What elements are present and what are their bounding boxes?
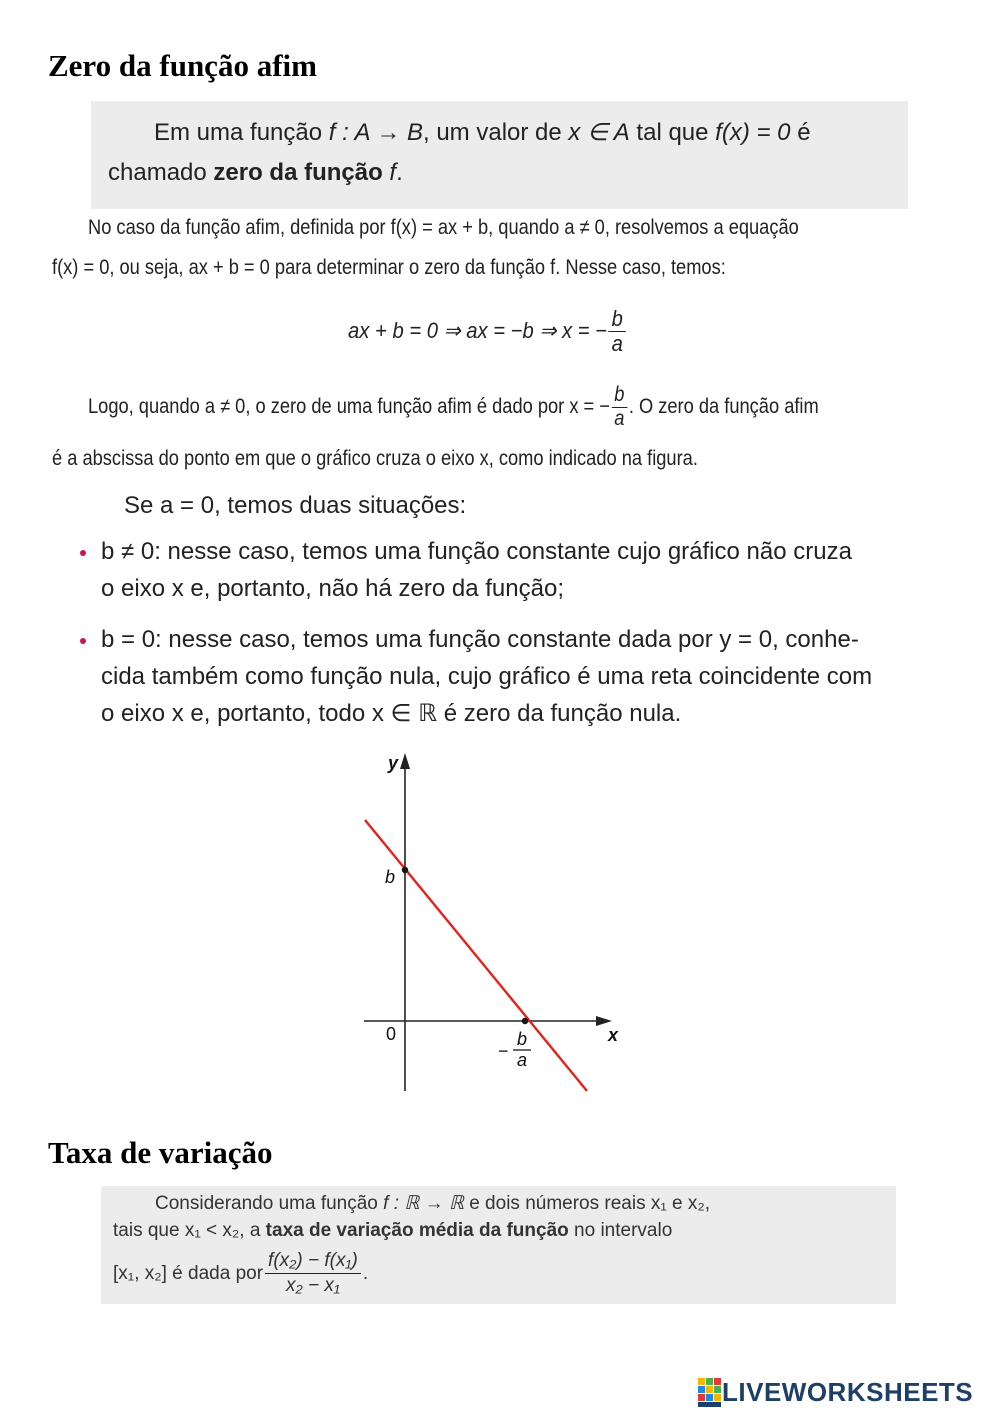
rate-line-1: Considerando uma função f : ℝ → ℝ e dois números reais x₁ e x₂, <box>155 1193 711 1214</box>
y-intercept-point <box>402 867 408 873</box>
y-axis-label: y <box>388 753 399 773</box>
section-title-rate: Taxa de variação <box>48 1135 273 1170</box>
origin-label: 0 <box>386 1024 397 1044</box>
rate-line-3: [x₁, x₂] é dada por $\frac{\text{f(x₂) − f(x₁)}}{\text{x₂ − x₁}}$ . <box>113 1249 369 1296</box>
x-intercept-point <box>522 1018 528 1024</box>
x-intercept-den: a <box>517 1050 528 1070</box>
x-intercept-num: b <box>517 1029 528 1049</box>
bullet-2-line-2: cida também como função nula, cujo gráfico é uma reta coincidente com <box>101 663 873 690</box>
liveworksheets-logo-text: LIVEWORKSHEETS <box>722 1377 974 1407</box>
y-axis-arrow <box>400 753 410 769</box>
paragraph-2-fraction: $\frac{b}{a}$ <box>612 384 627 429</box>
affine-function-graph <box>350 745 650 1105</box>
rate-definition-box <box>101 1186 896 1304</box>
bullet-2-marker <box>80 638 86 644</box>
bullet-2-line-3: o eixo x e, portanto, todo x ∈ ℝ é zero da função nula. <box>101 700 682 727</box>
definition-box <box>91 101 908 209</box>
paragraph-2-line-2: é a abscissa do ponto em que o gráfico cruza o eixo x, como indicado na figura. <box>52 447 698 470</box>
definition-line-2: chamado zero da função f. <box>108 159 403 186</box>
zero-equation: ax + b = 0 ⇒ ax = −b ⇒ x = − $\frac{b}{a}$ <box>348 296 627 366</box>
paragraph-1-line-1: No caso da função afim, definida por f(x) = ax + b, quando a ≠ 0, resolvemos a equação <box>88 216 799 239</box>
rate-line-2: tais que x₁ < x₂, a taxa de variação média da função no intervalo <box>113 1220 673 1241</box>
definition-line-1: Em uma função f : A → B, um valor de x ∈ A tal que f(x) = 0 é <box>154 119 811 146</box>
equation-fraction: $\frac{b}{a}$ <box>609 307 626 354</box>
x-intercept-minus: − <box>498 1041 509 1061</box>
function-line <box>365 820 587 1091</box>
x-axis-label: x <box>608 1025 619 1045</box>
y-intercept-label: b <box>385 867 396 887</box>
rate-fraction: $\frac{\text{f(x₂) − f(x₁)}}{\text{x₂ − x₁}}$ <box>265 1249 361 1298</box>
paragraph-1-line-2: f(x) = 0, ou seja, ax + b = 0 para determinar o zero da função f. Nesse caso, temos: <box>52 256 726 279</box>
bullet-1-line-2: o eixo x e, portanto, não há zero da função; <box>101 575 564 602</box>
paragraph-2-line-1: Logo, quando a ≠ 0, o zero de uma função afim é dado por x = − $\frac{b}{a}$ . O zero da função afim <box>88 383 819 430</box>
liveworksheets-logo <box>698 1377 973 1408</box>
section-title-zero: Zero da função afim <box>48 48 317 83</box>
bullet-1-line-1: b ≠ 0: nesse caso, temos uma função constante cujo gráfico não cruza <box>101 538 852 565</box>
liveworksheets-logo-icon <box>698 1378 722 1408</box>
bullet-2-line-1: b = 0: nesse caso, temos uma função constante dada por y = 0, conhe- <box>101 626 859 653</box>
cases-intro: Se a = 0, temos duas situações: <box>124 492 467 519</box>
bullet-1-marker <box>80 550 86 556</box>
